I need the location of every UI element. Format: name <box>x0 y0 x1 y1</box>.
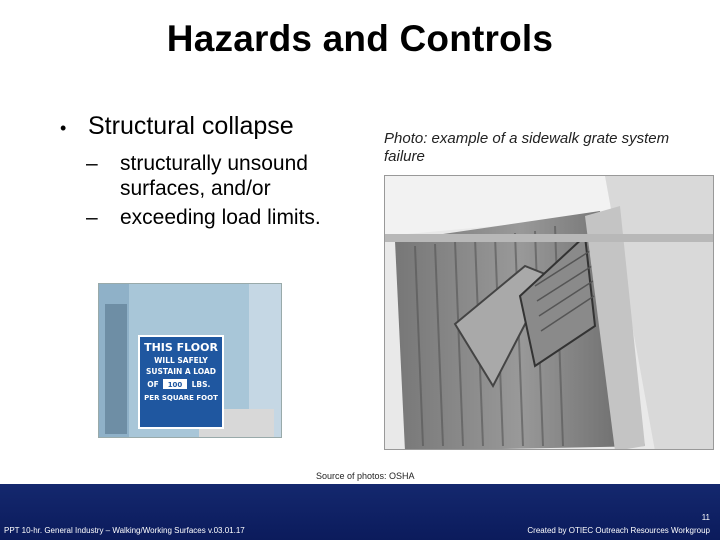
sub-bullet-text: structurally unsound surfaces, and/or <box>120 152 308 200</box>
sign-line-3: SUSTAIN A LOAD <box>145 367 217 376</box>
floor-load-sign-photo <box>98 283 282 438</box>
slide-title: Hazards and Controls <box>166 18 554 59</box>
sub-bullet-dash: – <box>86 152 98 175</box>
sub-bullet-dash: – <box>86 206 98 229</box>
sub-bullet-text: exceeding load limits. <box>120 206 321 229</box>
sub-bullet-list <box>60 151 380 230</box>
sign-line-4: OF <box>147 380 159 389</box>
bullet-text: Structural collapse <box>88 112 294 140</box>
sub-bullet-item <box>86 205 380 230</box>
bullet-dot-icon: • <box>60 118 67 138</box>
sign-line-1: THIS FLOOR <box>144 341 218 354</box>
sign-line-2: WILL SAFELY <box>154 356 208 365</box>
bullet-list <box>60 112 380 234</box>
sign-line-6: PER SQUARE FOOT <box>144 394 218 402</box>
footer-bar <box>0 484 720 540</box>
footer-right <box>527 513 710 535</box>
photo-caption: Photo: example of a sidewalk grate system failure <box>384 130 670 165</box>
sign-line-5: LBS. <box>191 380 211 389</box>
page-number: 11 <box>701 513 710 522</box>
sign-load-value: 100 <box>167 381 183 389</box>
sub-bullet-item <box>86 151 380 201</box>
sidewalk-grate-photo <box>384 175 714 450</box>
footer-credit: Created by OTIEC Outreach Resources Workgroup <box>527 526 710 535</box>
footer-course-label: PPT 10-hr. General Industry – Walking/Working Surfaces v.03.01.17 <box>4 526 245 535</box>
photo-source: Source of photos: OSHA <box>316 471 415 481</box>
bullet-item <box>60 112 380 141</box>
